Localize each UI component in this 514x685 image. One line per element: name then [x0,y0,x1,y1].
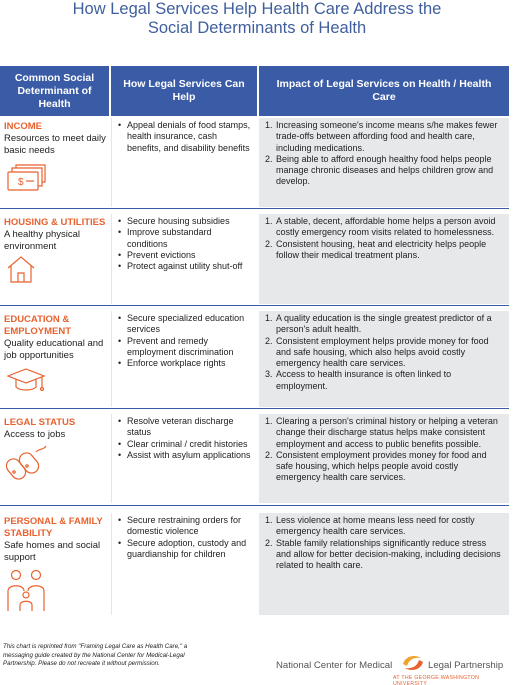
header-impact: Impact of Legal Services on Health / Health Care [259,66,509,116]
list-item: • Enforce workplace rights [118,358,253,369]
impact-cell [259,311,509,407]
list-item: 2. Consistent employment helps provide money for food and safe housing, which also helps avoid costly emergency health care services. [265,335,489,369]
graduation-cap-icon [6,367,46,396]
category-subtitle: Access to jobs [4,429,66,440]
table-row-education [0,311,514,407]
list-item: 3. Access to health insurance is often linked to employment. [265,369,452,391]
services-cell [111,414,257,503]
family-icon [6,569,46,616]
services-cell [111,513,257,615]
list-item: 2. Consistent employment provides money for food and safe housing, which helps people avoid costly emergency health care services. [265,449,487,483]
header-legal-services: How Legal Services Can Help [111,66,257,116]
category-label: HOUSING & UTILITIES [4,217,106,228]
determinant-cell [0,118,109,207]
logo-icon [401,654,425,677]
svg-text:$: $ [18,177,24,188]
list-item: • Secure restraining orders for domestic violence [118,515,253,538]
determinant-cell [0,414,109,503]
category-label: LEGAL STATUS [4,417,76,428]
list-item: 2. Consistent housing, heat and electricity helps people follow their medical treatment plans. [265,238,487,260]
list-item: • Improve substandard conditions [118,227,253,250]
list-item: 2. Stable family relationships significantly reduce stress and allow for better decision-making, including decisions related to health care. [265,537,501,571]
list-item: 1. Clearing a person's criminal history or helping a veteran change their discharge status helps make consistent employment and access to public benefits possible. [265,416,498,449]
header-determinant: Common Social Determinant of Health [0,66,109,116]
table-row-family-stability [0,513,514,615]
list-item: 1. A quality education is the single greatest predictor of a person's adult health. [265,313,492,335]
table-row-housing [0,214,514,304]
list-item: 1. Increasing someone's income means s/he makes fewer trade-offs between affording food and health care, including medications. [265,120,498,153]
row-divider [0,505,509,506]
category-subtitle: Resources to meet daily basic needs [4,133,106,156]
list-item: 1. A stable, decent, affordable home helps a person avoid costly emergency room visits related to homelessness. [265,216,496,238]
title-line-1: How Legal Services Help Health Care Address the [72,0,442,18]
list-item: • Assist with asylum applications [118,450,253,461]
services-cell [111,214,257,304]
impact-cell [259,118,509,207]
impact-cell [259,513,509,615]
list-item: • Protect against utility shut-off [118,261,253,272]
category-subtitle: A healthy physical environment [4,229,81,252]
list-item: • Secure housing subsidies [118,216,253,227]
category-subtitle: Safe homes and social support [4,540,101,563]
category-label: EDUCATION & EMPLOYMENT [4,314,72,337]
title-line-2: Social Determinants of Health [147,19,367,37]
list-item: • Appeal denials of food stamps, health insurance, cash benefits, and disability benefits [118,120,253,154]
money-icon [6,164,46,195]
logo-tagline: AT THE GEORGE WASHINGTON UNIVERSITY [393,675,480,685]
list-item: • Secure adoption, custody and guardianship for children [118,538,253,561]
list-item: 1. Less violence at home means less need for costly emergency health care services. [265,515,475,537]
determinant-cell [0,214,109,304]
category-subtitle: Quality educational and job opportunities [4,338,104,361]
logo-name-right: Legal Partnership [428,660,504,671]
table-row-legal-status [0,414,514,503]
table-row-income [0,118,514,207]
impact-cell [259,414,509,503]
list-item: • Resolve veteran discharge status [118,416,253,439]
determinant-cell [0,513,109,615]
row-divider [0,408,509,409]
list-item: 2. Being able to afford enough healthy food helps people manage chronic diseases and helps children grow and develop. [265,153,494,187]
house-icon [6,254,36,287]
category-label: PERSONAL & FAMILY STABILITY [4,516,103,539]
determinant-cell [0,311,109,407]
list-item: • Secure specialized education services [118,313,253,336]
list-item: • Clear criminal / credit histories [118,439,253,450]
list-item: • Prevent and remedy employment discrimination [118,336,253,359]
page-title [0,0,514,38]
impact-cell [259,214,509,304]
list-item: • Prevent evictions [118,250,253,261]
logo-name-left: National Center for Medical [276,660,393,671]
footnote: This chart is reprinted from "Framing Legal Care as Health Care," a messaging guide created by the National Center for Medical-Legal Partnership. Please do not recreate it without permission. [3,643,188,668]
row-divider [0,208,509,209]
row-divider [0,305,509,306]
dog-tags-icon [6,444,48,487]
services-cell [111,118,257,207]
category-label: INCOME [4,121,42,132]
services-cell [111,311,257,407]
